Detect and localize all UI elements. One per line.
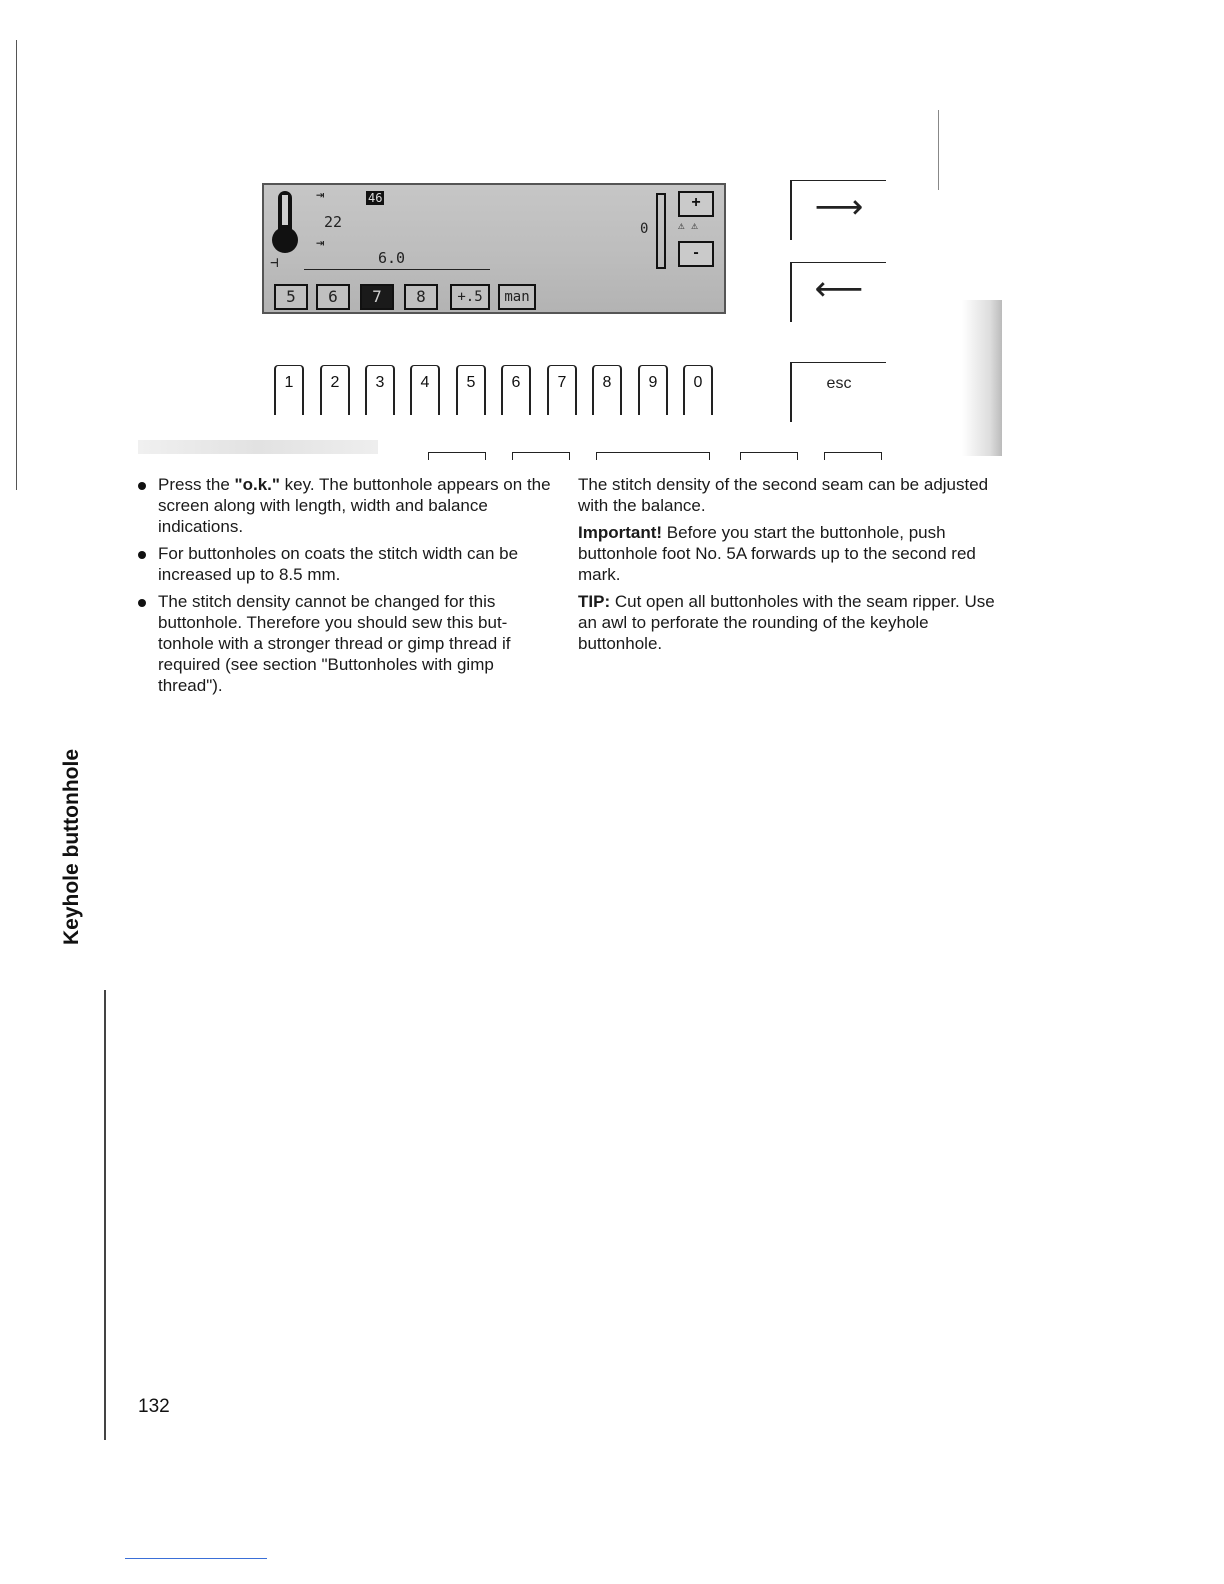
balance-minus-button[interactable]: - xyxy=(678,241,714,267)
number-key-4[interactable]: 4 xyxy=(410,365,440,415)
right-column xyxy=(578,474,1002,660)
bottom-key-5[interactable] xyxy=(824,452,882,460)
thermometer-bulb xyxy=(272,227,298,253)
bullet-2-text: For buttonholes on coats the stitch width can be increased up to 8.5 mm. xyxy=(158,544,519,584)
tip-paragraph xyxy=(578,591,1002,654)
faded-key-strip xyxy=(138,440,378,454)
lcd-key-7[interactable]: 7 xyxy=(360,284,394,310)
bullet-coats xyxy=(136,543,556,585)
lcd-key-5[interactable]: 5 xyxy=(274,284,308,310)
bullet-ok-key xyxy=(136,474,556,537)
margin-rule-top xyxy=(16,40,17,490)
important-text: Before you start the buttonhole, push buttonhole foot No. 5A forwards up to the second red mark. xyxy=(578,523,976,584)
lcd-key-man[interactable]: man xyxy=(498,284,536,310)
back-key[interactable] xyxy=(790,262,886,322)
page-edge-shade xyxy=(962,300,1002,456)
number-key-2[interactable]: 2 xyxy=(320,365,350,415)
bottom-key-2[interactable] xyxy=(512,452,570,460)
lcd-key-6[interactable]: 6 xyxy=(316,284,350,310)
length-value: 22 xyxy=(324,213,343,231)
balance-symbols: ⚠ ⚠ xyxy=(678,219,698,232)
page-number: 132 xyxy=(138,1396,170,1417)
tip-label: TIP: xyxy=(578,592,611,611)
margin-rule-bottom xyxy=(104,990,106,1440)
lcd-screen xyxy=(262,183,726,314)
bullet-stitch-density xyxy=(136,591,556,696)
bullet-1-text-b: key. The buttonhole appears on the screen along with length, width and balance indications. xyxy=(158,475,551,536)
thermometer-fill xyxy=(282,195,288,225)
width-icon: ⇥ xyxy=(316,235,325,251)
bullet-1-text-a: Press the xyxy=(158,475,235,494)
section-title-vertical: Keyhole buttonhole xyxy=(60,749,83,945)
ok-key-label: "o.k." xyxy=(234,475,280,494)
left-column xyxy=(136,474,556,702)
number-key-5[interactable]: 5 xyxy=(456,365,486,415)
important-label: Important! xyxy=(578,523,663,542)
number-key-9[interactable]: 9 xyxy=(638,365,668,415)
esc-key[interactable] xyxy=(790,362,886,422)
bottom-key-1[interactable] xyxy=(428,452,486,460)
lcd-key-8[interactable]: 8 xyxy=(404,284,438,310)
number-key-7[interactable]: 7 xyxy=(547,365,577,415)
important-paragraph xyxy=(578,522,1002,585)
needle-icon: ⊣ xyxy=(270,255,279,271)
arrow-right-icon: ⟶ xyxy=(814,188,864,226)
esc-label: esc xyxy=(826,375,852,392)
balance-paragraph: The stitch density of the second seam can be adjusted with the balance. xyxy=(578,475,989,515)
bullet-3-text: The stitch density cannot be changed for this buttonhole. Therefore you should sew this but-tonhole with a stronger thread or gimp thread if required (see section "Buttonholes with gimp thread"). xyxy=(158,592,511,695)
length-icon: ⇥ xyxy=(316,187,325,203)
width-value: 6.0 xyxy=(378,249,406,267)
balance-scale xyxy=(656,193,666,269)
number-key-6[interactable]: 6 xyxy=(501,365,531,415)
number-key-0[interactable]: 0 xyxy=(683,365,713,415)
bottom-key-4[interactable] xyxy=(740,452,798,460)
tip-text: Cut open all buttonholes with the seam ripper. Use an awl to perforate the rounding of the keyhole buttonhole. xyxy=(578,592,995,653)
page-edge-line xyxy=(938,110,939,190)
length-badge: 46 xyxy=(368,191,383,205)
number-key-8[interactable]: 8 xyxy=(592,365,622,415)
width-line xyxy=(304,269,490,270)
bottom-rule xyxy=(125,1558,267,1559)
number-key-1[interactable]: 1 xyxy=(274,365,304,415)
balance-plus-button[interactable]: + xyxy=(678,191,714,217)
forward-key[interactable] xyxy=(790,180,886,240)
number-key-3[interactable]: 3 xyxy=(365,365,395,415)
balance-value: 0 xyxy=(640,221,649,237)
arrow-left-icon: ⟵ xyxy=(814,270,864,308)
lcd-key-plus-half[interactable]: +.5 xyxy=(450,284,490,310)
bottom-key-3[interactable] xyxy=(596,452,710,460)
